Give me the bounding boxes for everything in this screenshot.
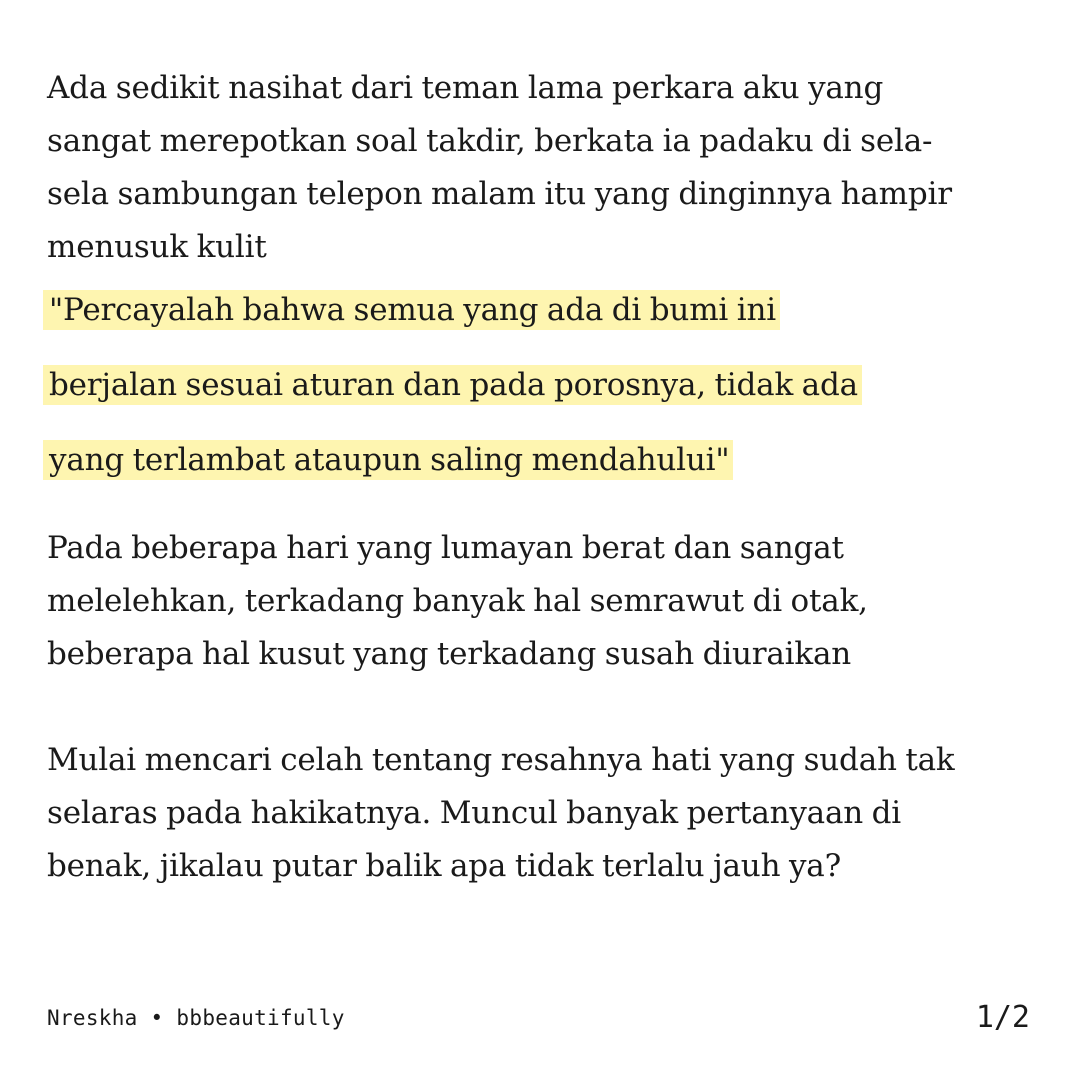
highlighted-text: yang terlambat ataupun saling mendahului"	[43, 440, 733, 480]
text-line: Mulai mencari celah tentang resahnya hati yang sudah tak	[47, 742, 955, 778]
highlighted-text: berjalan sesuai aturan dan pada porosnya, tidak ada	[43, 365, 862, 405]
text-line: benak, jikalau putar balik apa tidak terlalu jauh ya?	[47, 848, 841, 884]
text-line: menusuk kulit	[47, 229, 267, 265]
author-credit: Nreskha • bbbeautifully	[47, 1005, 345, 1030]
text-line: selaras pada hakikatnya. Muncul banyak pertanyaan di	[47, 795, 902, 831]
footer	[47, 1000, 1030, 1035]
second-paragraph	[47, 522, 1037, 681]
quote-line	[43, 284, 1037, 336]
quote-line	[43, 359, 1037, 411]
text-line: beberapa hal kusut yang terkadang susah diuraikan	[47, 636, 852, 672]
quote-line	[43, 434, 1037, 486]
text-line: sangat merepotkan soal takdir, berkata ia padaku di sela-	[47, 123, 933, 159]
highlighted-text: "Percayalah bahwa semua yang ada di bumi ini	[43, 290, 780, 330]
highlighted-quote	[43, 284, 1037, 486]
third-paragraph	[47, 734, 1037, 893]
text-line: Pada beberapa hari yang lumayan berat dan sangat	[47, 530, 844, 566]
page-indicator: 1/2	[975, 1000, 1030, 1035]
intro-paragraph	[47, 62, 1037, 274]
text-line: melelehkan, terkadang banyak hal semrawut di otak,	[47, 583, 868, 619]
text-line: sela sambungan telepon malam itu yang dinginnya hampir	[47, 176, 952, 212]
article-body	[47, 62, 1037, 893]
text-line: Ada sedikit nasihat dari teman lama perkara aku yang	[47, 70, 884, 106]
